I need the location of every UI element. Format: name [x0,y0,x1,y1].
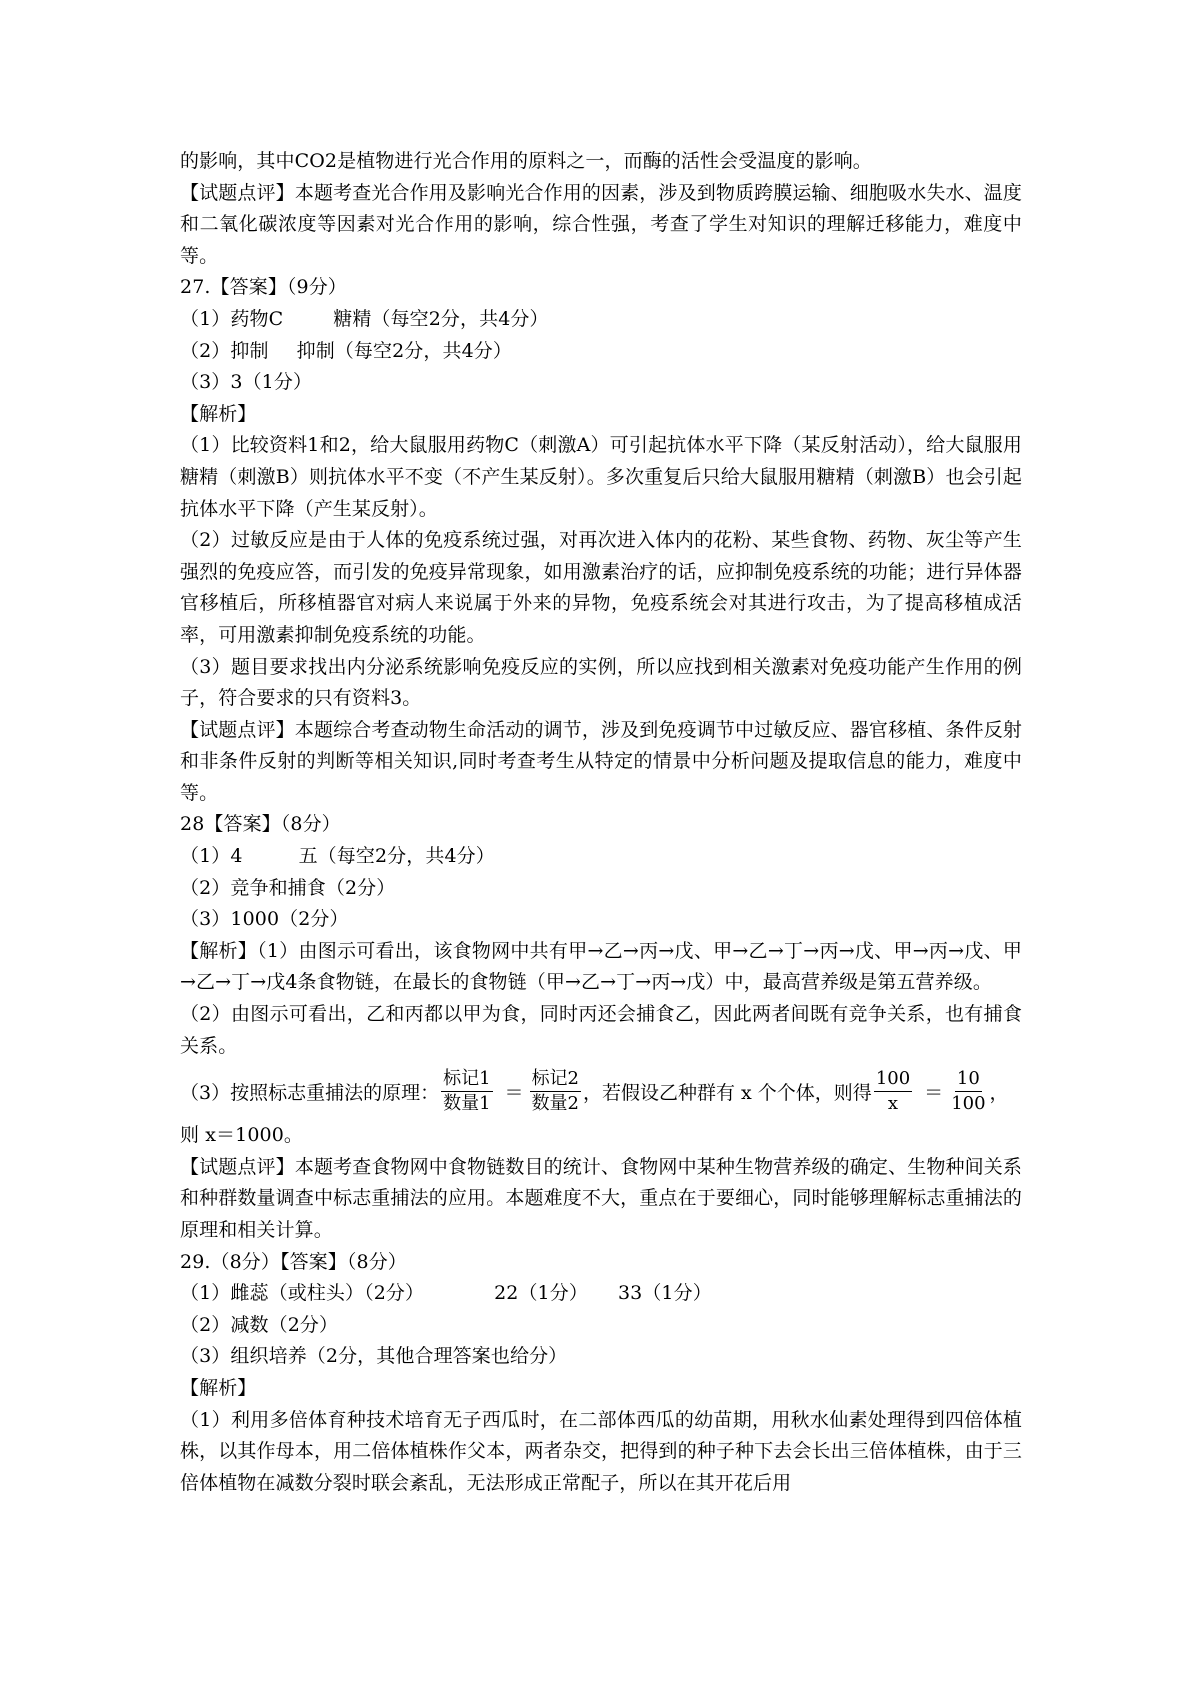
fraction-numerator: 标记1 [441,1068,492,1092]
paragraph-line: 的影响，其中CO2是植物进行光合作用的原料之一，而酶的活性会受温度的影响。 [180,150,872,172]
answer-27-3: （3）3（1分） [180,371,313,394]
analysis-27-3: （3）题目要求找出内分泌系统影响免疫反应的实例，所以应找到相关激素对免疫功能产生作用的例子，符合要求的只有资料3。 [180,655,1022,710]
equals-sign: ＝ [504,1081,524,1104]
analysis-heading-29: 【解析】 [180,1376,257,1399]
answer-heading-29: 29.（8分）【答案】（8分） [180,1250,407,1273]
formula-text: ，若假设乙种群有 x 个个体，则得 [583,1081,872,1104]
answer-part: （1）雌蕊（或柱头）（2分） [180,1282,425,1305]
answer-part: 糖精（每空2分，共4分） [333,307,549,330]
fraction-denominator: 数量1 [443,1092,491,1114]
formula-text: ， [989,1081,1009,1104]
fraction-denominator: x [887,1092,899,1114]
answer-part: （1）4 [180,845,243,868]
review-paragraph-26: 【试题点评】本题考查光合作用及影响光合作用的因素，涉及到物质跨膜运输、细胞吸水失水、温度和二氧化碳浓度等因素对光合作用的影响，综合性强，考查了学生对知识的理解迁移能力，难度中等。 [180,181,1022,267]
fraction-10-over-100 [949,1068,987,1115]
answer-28-3: （3）1000（2分） [180,908,349,931]
analysis-28-3-result: 则 x＝1000。 [180,1124,304,1147]
fraction-numerator: 10 [955,1068,982,1092]
answer-29-2: （2）减数（2分） [180,1313,339,1336]
analysis-27-2: （2）过敏反应是由于人体的免疫系统过强，对再次进入体内的花粉、某些食物、药物、灰尘等产生强烈的免疫应答，而引发的免疫异常现象，如用激素治疗的话，应抑制免疫系统的功能；进行异体器官移植后，所移植器官对病人来说属于外来的异物，免疫系统会对其进行攻击，为了提高移植成活率，可用激素抑制免疫系统的功能。 [180,529,1022,646]
answer-part: （2）抑制 [180,339,269,362]
answer-heading-27: 27.【答案】（9分） [180,276,347,299]
fraction-mark1-count1 [441,1068,492,1115]
answer-29-3: （3）组织培养（2分，其他合理答案也给分） [180,1345,568,1368]
answer-27-1 [180,304,1022,336]
answer-part: （1）药物C [180,307,284,330]
analysis-27-1: （1）比较资料1和2，给大鼠服用药物C（刺激A）可引起抗体水平下降（某反射活动），给大鼠服用糖精（刺激B）则抗体水平不变（不产生某反射）。多次重复后只给大鼠服用糖精（刺激B）也会引起抗体水平下降（产生某反射）。 [180,434,1022,520]
fraction-mark2-count2 [530,1068,581,1115]
answer-part: 五（每空2分，共4分） [298,845,495,868]
review-paragraph-28: 【试题点评】本题考查食物网中食物链数目的统计、食物网中某种生物营养级的确定、生物种间关系和种群数量调查中标志重捕法的应用。本题难度不大，重点在于要细心，同时能够理解标志重捕法的原理和相关计算。 [180,1155,1022,1241]
fraction-numerator: 100 [874,1068,912,1092]
analysis-29-1: （1）利用多倍体育种技术培育无子西瓜时，在二部体西瓜的幼苗期，用秋水仙素处理得到四倍体植株，以其作母本，用二倍体植株作父本，两者杂交，把得到的种子种下去会长出三倍体植株，由于三倍体植物在减数分裂时联会紊乱，无法形成正常配子，所以在其开花后用 [180,1408,1022,1494]
analysis-28-3-formula [180,1062,1022,1120]
fraction-100-over-x [874,1068,912,1115]
fraction-numerator: 标记2 [530,1068,581,1092]
analysis-heading-27: 【解析】 [180,402,257,425]
answer-28-1 [180,841,1022,873]
formula-text: （3）按照标志重捕法的原理： [180,1081,440,1104]
answer-part: 33（1分） [617,1282,712,1305]
answer-28-2: （2）竞争和捕食（2分） [180,876,396,899]
fraction-denominator: 100 [951,1092,986,1114]
answer-27-2 [180,336,1022,368]
answer-part: 22（1分） [494,1282,588,1305]
fraction-denominator: 数量2 [531,1092,580,1114]
answer-part: 抑制（每空2分，共4分） [296,339,512,362]
analysis-28-2: （2）由图示可看出，乙和丙都以甲为食，同时丙还会捕食乙，因此两者间既有竞争关系，也有捕食关系。 [180,1003,1022,1057]
analysis-28-1: 【解析】（1）由图示可看出，该食物网中共有甲→乙→丙→戊、甲→乙→丁→丙→戊、甲→丙→戊、甲→乙→丁→戊4条食物链，在最长的食物链（甲→乙→丁→丙→戊）中，最高营养级是第五营养级。 [180,939,1022,994]
equals-sign: ＝ [924,1081,944,1104]
answer-29-1 [180,1278,1022,1310]
answer-heading-28: 28【答案】（8分） [180,813,341,836]
review-paragraph-27: 【试题点评】本题综合考查动物生命活动的调节，涉及到免疫调节中过敏反应、器官移植、条件反射和非条件反射的判断等相关知识,同时考查考生从特定的情景中分析问题及提取信息的能力，难度中等。 [180,718,1022,804]
